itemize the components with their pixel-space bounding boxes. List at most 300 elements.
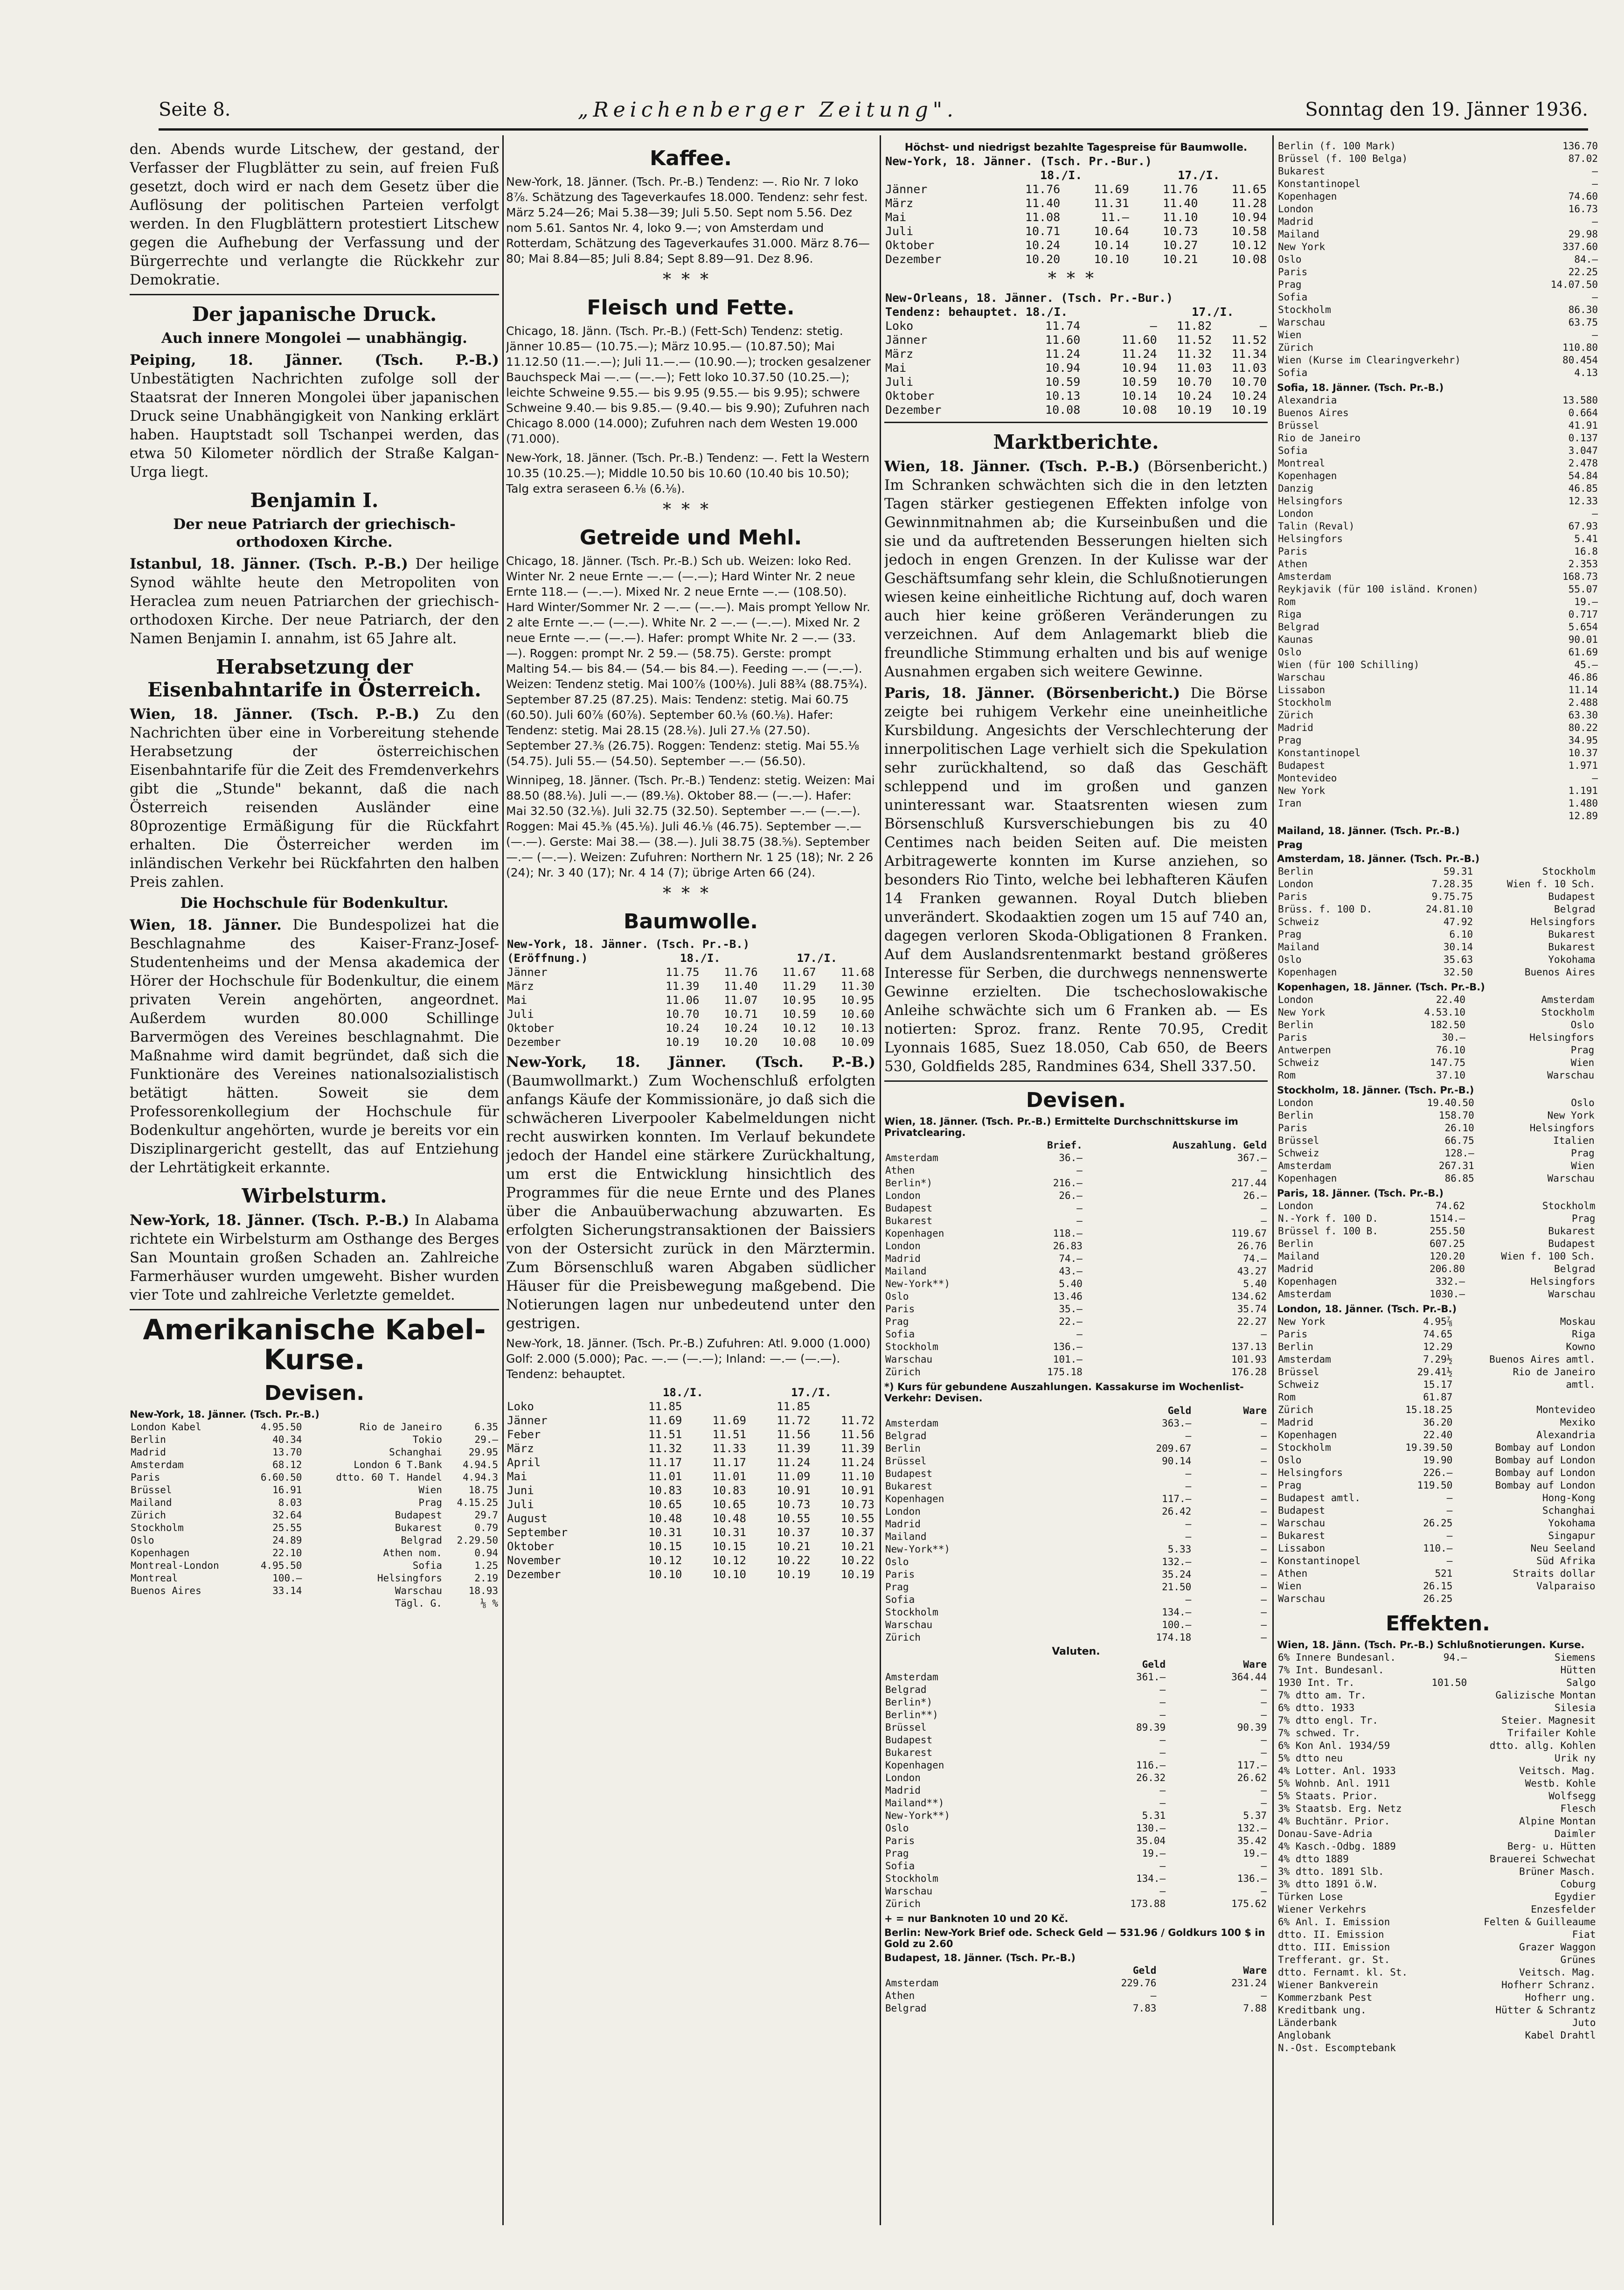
table-row — [884, 1747, 1268, 1759]
table-cell — [683, 1399, 747, 1413]
table-cell: 10.24 — [724, 1022, 758, 1035]
table-row — [884, 1784, 1268, 1797]
table-cell — [1595, 1019, 1599, 1031]
table-cell: 175.62 — [1231, 1898, 1267, 1909]
table-row — [1277, 228, 1599, 241]
table-cell — [1595, 1031, 1599, 1044]
table-cell: 10.12 — [712, 1554, 746, 1567]
table-cell: Riga — [1572, 1329, 1596, 1340]
table-cell — [1277, 810, 1549, 822]
table-header: Tendenz: behauptet. 18./I. — [885, 305, 1068, 319]
table-cell: Zürich — [885, 1898, 921, 1909]
table-row — [884, 1631, 1268, 1644]
article-title: Die Hochschule für Bodenkultur. — [180, 895, 449, 912]
table-header: Geld — [1167, 1405, 1192, 1416]
table-cell: Athen — [1278, 558, 1308, 570]
table-cell — [1426, 1727, 1468, 1740]
table-cell: dtto. III. Emission — [1278, 1942, 1390, 1953]
table-cell — [1596, 1160, 1599, 1172]
table-cell — [1596, 1954, 1599, 1966]
table-cell: London — [1278, 994, 1313, 1005]
table-cell: Wien (für 100 Schilling) — [1278, 659, 1420, 670]
table-cell — [1596, 1555, 1599, 1567]
table-cell: — — [1076, 1203, 1083, 1214]
table-cell: 607.25 — [1430, 1238, 1465, 1249]
table-cell: Amsterdam — [1278, 571, 1331, 582]
table-cell: 63.75 — [1568, 317, 1598, 328]
table-row — [884, 1202, 1268, 1215]
table-cell: Reykjavik (für 100 isländ. Kronen) — [1278, 584, 1478, 595]
dateline: Wien, 18. Jänner. (Tsch. P.-B.) — [884, 458, 1140, 475]
table-cell: Warschau — [885, 1886, 933, 1897]
table-cell: Schweiz — [1278, 1148, 1319, 1159]
table-cell: Flesch — [1560, 1803, 1596, 1814]
table-cell: 11.74 — [1045, 319, 1081, 333]
table-cell: 10.22 — [840, 1554, 874, 1567]
table-cell: — — [1159, 1785, 1166, 1796]
table-cell: — — [1159, 1886, 1166, 1897]
table-row — [130, 1421, 499, 1434]
table-cell: 10.94 — [1231, 210, 1267, 224]
table-cell: 10.12 — [782, 1022, 816, 1035]
table-cell: Belgrad — [1554, 904, 1596, 915]
table-cell — [1596, 1840, 1599, 1853]
table-row — [1277, 1504, 1599, 1517]
table-cell: 11.34 — [1231, 347, 1267, 361]
table-cell: London — [885, 1772, 921, 1783]
article-text: (Baumwollmarkt.) Zum Wochenschluß erfolgten anfangs Käufe der Kommissionäre, jo daß sich die schwächeren Liverpooler Kabelmeldungen nicht recht auswirken konnten. Im Verlauf bekundete jedoch der Handel eine stärkere Zurückhaltung, um erst die Entwicklung hinsichtlich des Programmes für die neue Ernte und des Planes über die Anbauüberwachung abzuwarten. Es erfolgten Sicherungstransaktionen der Baissiers von der Ostersicht zurück in den Märztermin. Zum Börsenschluß waren Abgaben südlicher Häuser für die Preisbewegung maßgebend. Die Notierungen lagen nur unbedeutend unter den gestrigen. — [506, 1072, 875, 1332]
table-cell — [1596, 1891, 1599, 1903]
table-cell: 4% dtto 1889 — [1278, 1853, 1349, 1865]
table-cell: Budapest — [1278, 1505, 1326, 1516]
table-cell: Montevideo — [1278, 773, 1337, 784]
table-row — [884, 1606, 1268, 1619]
table-cell: Grazer Waggon — [1519, 1942, 1596, 1953]
table-cell: 128.— — [1444, 1148, 1474, 1159]
table-cell: 13.70 — [272, 1447, 302, 1458]
table-cell: 10.20 — [1025, 252, 1061, 266]
table-cell: 87.02 — [1568, 153, 1598, 164]
table-cell — [1596, 1689, 1599, 1702]
table-cell: 11.10 — [840, 1470, 874, 1483]
table-cell: Paris — [1278, 1329, 1308, 1340]
table-cell: 63.30 — [1568, 710, 1598, 721]
table-header: 18./I. — [1040, 168, 1083, 182]
table-row — [884, 1493, 1268, 1505]
table-header: Brief. — [1047, 1140, 1083, 1151]
table-cell: 10.73 — [840, 1498, 874, 1511]
table-row — [1277, 2029, 1599, 2042]
table-cell: Konstantinopel — [1278, 178, 1361, 189]
table-cell: 18.93 — [468, 1585, 498, 1596]
table-row — [1277, 533, 1599, 545]
table-cell: Mailand — [131, 1497, 172, 1508]
table-header — [884, 1405, 1082, 1417]
table-row — [1277, 1404, 1599, 1416]
table-row — [1277, 696, 1599, 709]
table-cell: 19.— — [1574, 596, 1598, 607]
table-row — [1277, 1288, 1599, 1301]
table-cell: Kopenhagen — [885, 1493, 944, 1504]
article-text: Unbestätigten Nachrichten zufolge soll der Staatsrat der Inneren Mongolei über japanischen Druck seine Unabhängigkeit von Nanking erklärt haben. Hauptstadt soll Tschanpei werden, das etwa 50 Kilometer nördlich der Straße Kalgan-Urga liegt. — [130, 370, 499, 480]
table-cell: 10.94 — [1045, 361, 1081, 375]
table-row — [884, 1417, 1268, 1430]
table-cell: Rom — [1278, 596, 1296, 607]
table-row — [1277, 1391, 1599, 1404]
table-cell: 18.75 — [468, 1484, 498, 1496]
table-cell: Danzig — [1278, 483, 1313, 494]
article-body — [130, 916, 499, 1177]
table-cell — [1596, 1288, 1599, 1301]
table-cell: 29.98 — [1568, 229, 1598, 240]
table-cell: Brüssel — [885, 1455, 927, 1467]
table-cell — [1468, 2042, 1596, 2054]
table-cell: Oslo — [131, 1535, 154, 1546]
table-row — [1277, 253, 1599, 266]
table-cell: 11.52 — [1177, 333, 1212, 347]
table-cell: Sofia — [1278, 367, 1308, 378]
table-row — [1277, 1006, 1599, 1019]
table-cell: 10.15 — [712, 1540, 746, 1553]
table-row — [506, 1525, 875, 1539]
dateline: Peiping, 18. Jänner. (Tsch. P.-B.) — [130, 352, 499, 369]
sofia-table — [1277, 394, 1599, 822]
table-row — [1277, 1714, 1599, 1727]
table-cell — [1596, 1593, 1599, 1605]
table-cell: Veitsch. Mag. — [1519, 1967, 1596, 1978]
table-row — [1277, 1517, 1599, 1530]
table-cell: Dezember — [507, 1036, 561, 1049]
table-cell: Lissabon — [1278, 1543, 1326, 1554]
table-cell: — — [1261, 1418, 1267, 1429]
table-cell: 267.31 — [1438, 1160, 1474, 1171]
table-row — [1277, 1316, 1599, 1328]
table-caption: Stockholm, 18. Jänner. (Tsch. Pr.-B.) — [1277, 1085, 1474, 1096]
table-cell: dtto. Fernamt. kl. St. — [1278, 1967, 1408, 1978]
table-cell: 11.01 — [712, 1470, 746, 1483]
table-row — [1277, 482, 1599, 495]
table-cell: London — [1278, 508, 1313, 519]
table-cell: Amsterdam — [1278, 1354, 1331, 1365]
table-cell: Belgrad — [1278, 621, 1319, 633]
table-cell: 32.64 — [272, 1510, 302, 1521]
table-row — [884, 1847, 1268, 1860]
table-cell — [1426, 2004, 1468, 2017]
table-row — [1277, 1567, 1599, 1580]
table-cell: 8.03 — [278, 1497, 302, 1508]
table-cell — [1596, 1391, 1599, 1404]
table-row — [506, 1567, 875, 1581]
table-cell: 1.25 — [474, 1560, 498, 1571]
table-cell: — — [1185, 1518, 1192, 1530]
table-cell: ⅛ % — [480, 1598, 498, 1609]
table-row — [1277, 1966, 1599, 1979]
table-cell: 10.24 — [1025, 238, 1061, 252]
table-cell: Helsingfors — [1530, 1276, 1596, 1287]
table-cell: — — [1259, 319, 1267, 333]
table-cell: Berlin*) — [885, 1177, 933, 1189]
table-cell: Prag — [1278, 929, 1302, 940]
table-cell: 175.18 — [1047, 1366, 1083, 1378]
table-row — [884, 1227, 1268, 1240]
table-cell: Westb. Kohle — [1525, 1778, 1596, 1789]
stockholm-table — [1277, 1097, 1599, 1185]
table-cell: Enzesfelder — [1531, 1904, 1596, 1915]
table-cell: Kopenhagen — [1278, 1276, 1337, 1287]
table-cell: Helsingfors — [1278, 533, 1343, 544]
table-cell: Berlin — [1278, 866, 1313, 877]
table-cell: Amsterdam — [1278, 1288, 1331, 1300]
table-cell — [1596, 1928, 1599, 1941]
table-row — [1277, 341, 1599, 354]
table-row — [130, 1484, 499, 1497]
table-caption: Prag — [1277, 839, 1303, 850]
table-row — [884, 2002, 1268, 2015]
devisen-table — [884, 1139, 1268, 1378]
table-cell: 116.— — [1136, 1760, 1166, 1771]
table-cell — [130, 1597, 247, 1610]
table-cell: 10.24 — [1231, 389, 1267, 403]
article-subtitle: Auch innere Mongolei — unabhängig. — [161, 330, 467, 347]
table-cell: — — [1592, 178, 1598, 189]
table-row — [1277, 709, 1599, 722]
table-row — [1277, 1429, 1599, 1441]
table-cell: Warschau — [885, 1354, 933, 1365]
table-cell: Berlin — [1278, 1341, 1313, 1352]
table-cell: 11.75 — [666, 966, 700, 979]
table-cell — [1596, 1740, 1599, 1752]
table-cell — [1596, 1328, 1599, 1341]
header-rule — [159, 128, 1588, 131]
table-row — [1277, 1160, 1599, 1172]
table-cell: Jänner — [507, 1414, 548, 1427]
table-row — [506, 1427, 875, 1441]
table-cell: 11.24 — [1122, 347, 1157, 361]
table-row — [884, 1822, 1268, 1835]
table-header: 18./I. — [662, 1386, 703, 1399]
table-cell: Straits dollar — [1513, 1568, 1596, 1579]
table-cell — [1596, 916, 1599, 928]
table-header — [884, 1139, 1012, 1152]
table-cell — [1426, 1752, 1468, 1765]
table-cell: 174.18 — [1156, 1632, 1192, 1643]
table-cell: 22.10 — [272, 1547, 302, 1559]
table-cell: Prag — [1278, 735, 1302, 746]
table-cell: Stockholm — [885, 1873, 938, 1884]
table-cell: 3% Staatsb. Erg. Netz — [1278, 1803, 1402, 1814]
table-row — [884, 1872, 1268, 1885]
table-cell: New York — [1278, 241, 1326, 252]
table-cell: Helsingfors — [1278, 1467, 1343, 1478]
table-cell: Coburg — [1560, 1879, 1596, 1890]
table-cell: — — [1592, 166, 1598, 177]
table-cell: 10.19 — [777, 1568, 811, 1581]
table-row — [1277, 633, 1599, 646]
table-cell: Berlin (f. 100 Mark) — [1278, 140, 1396, 152]
table-cell: Juli — [885, 224, 914, 238]
table-row — [1277, 1651, 1599, 1664]
table-cell: 10.48 — [712, 1512, 746, 1525]
table-row — [1277, 203, 1599, 216]
table-cell: Egydier — [1554, 1891, 1596, 1902]
table-cell: London — [1278, 1200, 1313, 1211]
table-cell: 226.— — [1423, 1467, 1453, 1478]
table-cell: 26.25 — [1423, 1593, 1453, 1604]
table-cell: 5.41 — [1574, 533, 1598, 544]
table-row — [1277, 571, 1599, 583]
table-cell: Oktober — [507, 1540, 555, 1553]
column-rule-3 — [1272, 135, 1274, 2225]
table-cell: — — [1076, 1215, 1083, 1226]
table-cell — [1596, 1567, 1599, 1580]
table-cell: Warschau — [885, 1619, 933, 1630]
table-cell: New-York**) — [885, 1544, 951, 1555]
table-cell: 158.70 — [1438, 1110, 1474, 1121]
table-cell — [1596, 1122, 1599, 1135]
table-row — [1277, 1454, 1599, 1467]
table-cell: 10.58 — [1231, 224, 1267, 238]
table-cell — [1595, 1069, 1599, 1082]
table-cell: Tägl. G. — [395, 1598, 442, 1609]
table-cell: Schanghai — [1542, 1505, 1596, 1516]
table-cell: London — [885, 1190, 921, 1201]
table-cell: Warschau — [1278, 1593, 1326, 1604]
table-cell: Prag — [1278, 279, 1302, 290]
table-cell: 130.— — [1136, 1823, 1166, 1834]
table-cell: 3% dtto. 1891 Slb. — [1278, 1866, 1384, 1877]
table-cell: 35.— — [1059, 1303, 1083, 1315]
table-cell: Warschau — [1547, 1173, 1595, 1184]
table-cell: 10.20 — [724, 1036, 758, 1049]
table-cell: Oktober — [885, 389, 935, 403]
table-cell — [1596, 2029, 1599, 2042]
table-cell: — — [1261, 1785, 1267, 1796]
table-cell: Wien — [1571, 1160, 1595, 1171]
table-row — [1277, 470, 1599, 482]
table-cell: Kopenhagen — [1278, 1429, 1337, 1441]
table-cell — [1596, 1853, 1599, 1865]
table-cell: — — [1261, 1506, 1267, 1517]
table-row — [1277, 747, 1599, 759]
table-row — [1277, 1878, 1599, 1891]
table-cell: Budapest — [395, 1510, 442, 1521]
table-cell: Antwerpen — [1278, 1044, 1331, 1056]
table-cell: 119.67 — [1231, 1228, 1267, 1239]
table-cell: Berlin*) — [885, 1697, 933, 1708]
table-cell: November — [507, 1554, 561, 1567]
table-cell — [1595, 1006, 1599, 1019]
table-cell: Brüner Masch. — [1519, 1866, 1596, 1877]
table-row — [884, 1581, 1268, 1594]
table-cell: 11.24 — [777, 1456, 811, 1469]
table-row — [1277, 291, 1599, 304]
table-cell: 22.25 — [1568, 266, 1598, 278]
table-cell: — — [1592, 329, 1598, 341]
table-cell — [1596, 1238, 1599, 1250]
table-row — [1277, 621, 1599, 633]
table-cell: — — [1185, 1430, 1192, 1441]
divider — [884, 1080, 1268, 1082]
table-cell: Wien (Kurse im Clearingverkehr) — [1278, 355, 1461, 366]
table-cell — [1426, 1828, 1468, 1840]
table-cell: 55.07 — [1568, 584, 1598, 595]
table-cell: 11.72 — [777, 1414, 811, 1427]
table-cell: 101.93 — [1231, 1354, 1267, 1365]
table-cell — [1596, 1366, 1599, 1378]
table-cell: 11.65 — [1231, 182, 1267, 196]
table-cell: Paris — [1278, 891, 1308, 902]
table-row — [506, 1469, 875, 1483]
table-header: (Eröffnung.) — [507, 952, 588, 965]
table-cell: Oslo — [1278, 1455, 1302, 1466]
table-cell: — — [1159, 1860, 1166, 1872]
table-row — [884, 1721, 1268, 1734]
table-cell: 11.28 — [1231, 196, 1267, 210]
column-4 — [1277, 140, 1599, 2220]
table-header: 17./I. — [791, 1386, 832, 1399]
table-row — [1277, 216, 1599, 228]
section-title: Fleisch und Fette. — [587, 296, 795, 320]
table-cell: 74.60 — [1568, 191, 1598, 202]
market-text: New-York, 18. Jänner. (Tsch. Pr.-B.) Zufuhren: Atl. 9.000 (1.000) Golf: 2.000 (5.000); Pac. —.— (—.—); Inland: —.— (—.—). Tendenz: behauptet. — [506, 1336, 871, 1381]
table-cell: 367.— — [1237, 1152, 1267, 1163]
table-cell: April — [507, 1456, 541, 1469]
table-cell: Riga — [1278, 609, 1302, 620]
table-cell: 19.— — [1243, 1848, 1267, 1859]
table-cell: Paris — [1278, 1032, 1308, 1043]
table-cell: 2.19 — [474, 1573, 498, 1584]
table-caption: New-York, 18. Jänner. (Tsch. Pr.-Bur.) — [885, 154, 1152, 168]
table-row — [884, 1341, 1268, 1353]
table-row — [130, 1559, 499, 1572]
table-cell: — — [1261, 1886, 1267, 1897]
table-cell: Süd Afrika — [1536, 1555, 1596, 1566]
table-row — [1277, 1044, 1599, 1057]
table-cell: Montreal-London — [131, 1560, 219, 1571]
table-cell: 182.50 — [1430, 1019, 1466, 1030]
article-body — [506, 1053, 875, 1333]
table-cell: 10.19 — [666, 1036, 700, 1049]
table-row — [1277, 329, 1599, 341]
table-cell: 11.56 — [777, 1428, 811, 1441]
table-row — [884, 1671, 1268, 1684]
section-title: Effekten. — [1386, 1612, 1490, 1636]
table-cell: 11.56 — [840, 1428, 874, 1441]
table-caption: Wien, 18. Jänn. (Tsch. Pr.-B.) Schlußnotierungen. Kurse. — [1277, 1639, 1585, 1650]
table-cell: Budapest amtl. — [1278, 1492, 1361, 1503]
table-cell — [1426, 1865, 1468, 1878]
table-row — [1277, 1815, 1599, 1828]
table-cell: 0.664 — [1568, 407, 1598, 418]
table-cell: 10.73 — [777, 1498, 811, 1511]
table-cell: 5.37 — [1243, 1810, 1267, 1821]
table-cell: 47.92 — [1443, 916, 1473, 927]
table-cell: 2.353 — [1568, 558, 1598, 570]
divider — [130, 1309, 499, 1310]
table-title: Höchst- und niedrigst bezahlte Tagespreise für Baumwolle. — [904, 142, 1248, 153]
table-cell: August — [507, 1512, 548, 1525]
table-cell: Amsterdam — [1278, 1160, 1331, 1171]
table-row — [1277, 1664, 1599, 1677]
table-cell: 255.50 — [1430, 1225, 1465, 1237]
table-cell: Warschau — [1548, 1288, 1596, 1300]
table-cell: Prag — [885, 1581, 909, 1593]
table-cell: 94.— — [1443, 1652, 1467, 1663]
table-cell: 176.28 — [1231, 1366, 1267, 1378]
table-cell: 46.85 — [1568, 483, 1598, 494]
table-cell: 4% Lotter. Anl. 1933 — [1278, 1765, 1396, 1776]
table-cell: 35.63 — [1443, 954, 1473, 965]
